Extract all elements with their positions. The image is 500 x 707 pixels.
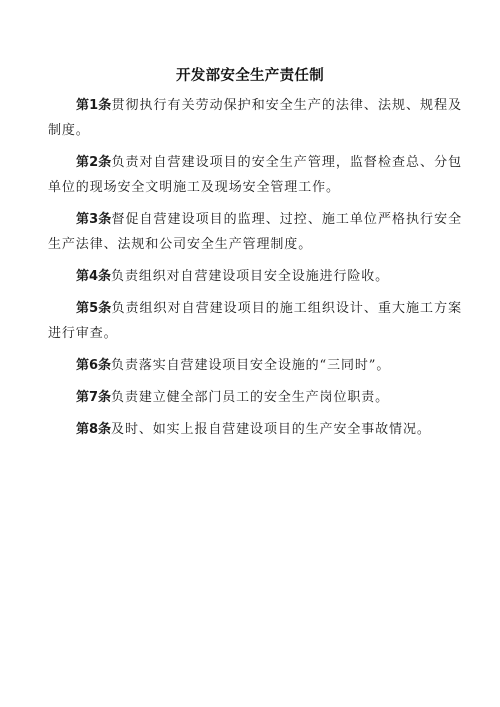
article-number: 第2条 bbox=[76, 155, 112, 170]
article-4 bbox=[48, 264, 462, 289]
article-number: 第3条 bbox=[76, 212, 112, 227]
article-1 bbox=[48, 93, 462, 143]
article-7 bbox=[48, 385, 462, 410]
article-number: 第6条 bbox=[76, 358, 112, 373]
article-text: 贯彻执行有关劳动保护和安全生产的法律、法规、规程及制度。 bbox=[48, 98, 462, 138]
article-number: 第4条 bbox=[76, 269, 112, 284]
article-3 bbox=[48, 207, 462, 257]
article-number: 第5条 bbox=[76, 301, 112, 316]
article-text: 负责组织对自营建设项目的施工组织设计、重大施工方案进行审查。 bbox=[48, 301, 462, 341]
article-text: 负责对自营建设项目的安全生产管理，监督检查总、分包单位的现场安全文明施工及现场安全管理工作。 bbox=[48, 155, 462, 195]
article-text: 负责组织对自营建设项目安全设施进行险收。 bbox=[111, 269, 390, 284]
article-number: 第1条 bbox=[76, 98, 112, 113]
article-number: 第7条 bbox=[76, 390, 112, 405]
article-2 bbox=[48, 150, 462, 200]
article-number: 第8条 bbox=[76, 422, 112, 437]
article-text: 督促自营建设项目的监理、过控、施工单位严格执行安全生产法律、法规和公司安全生产管理制度。 bbox=[48, 212, 462, 252]
article-6 bbox=[48, 353, 462, 378]
article-text: 负责建立健全部门员工的安全生产岗位职责。 bbox=[111, 390, 390, 405]
article-list bbox=[48, 93, 462, 449]
article-text: 负责落实自营建设项目安全设施的“三同时”。 bbox=[111, 358, 391, 373]
document-title: 开发部安全生产责任制 bbox=[176, 68, 324, 84]
article-8 bbox=[48, 417, 462, 442]
article-5 bbox=[48, 296, 462, 346]
article-text: 及时、如实上报自营建设项目的生产安全事故情况。 bbox=[111, 422, 431, 437]
